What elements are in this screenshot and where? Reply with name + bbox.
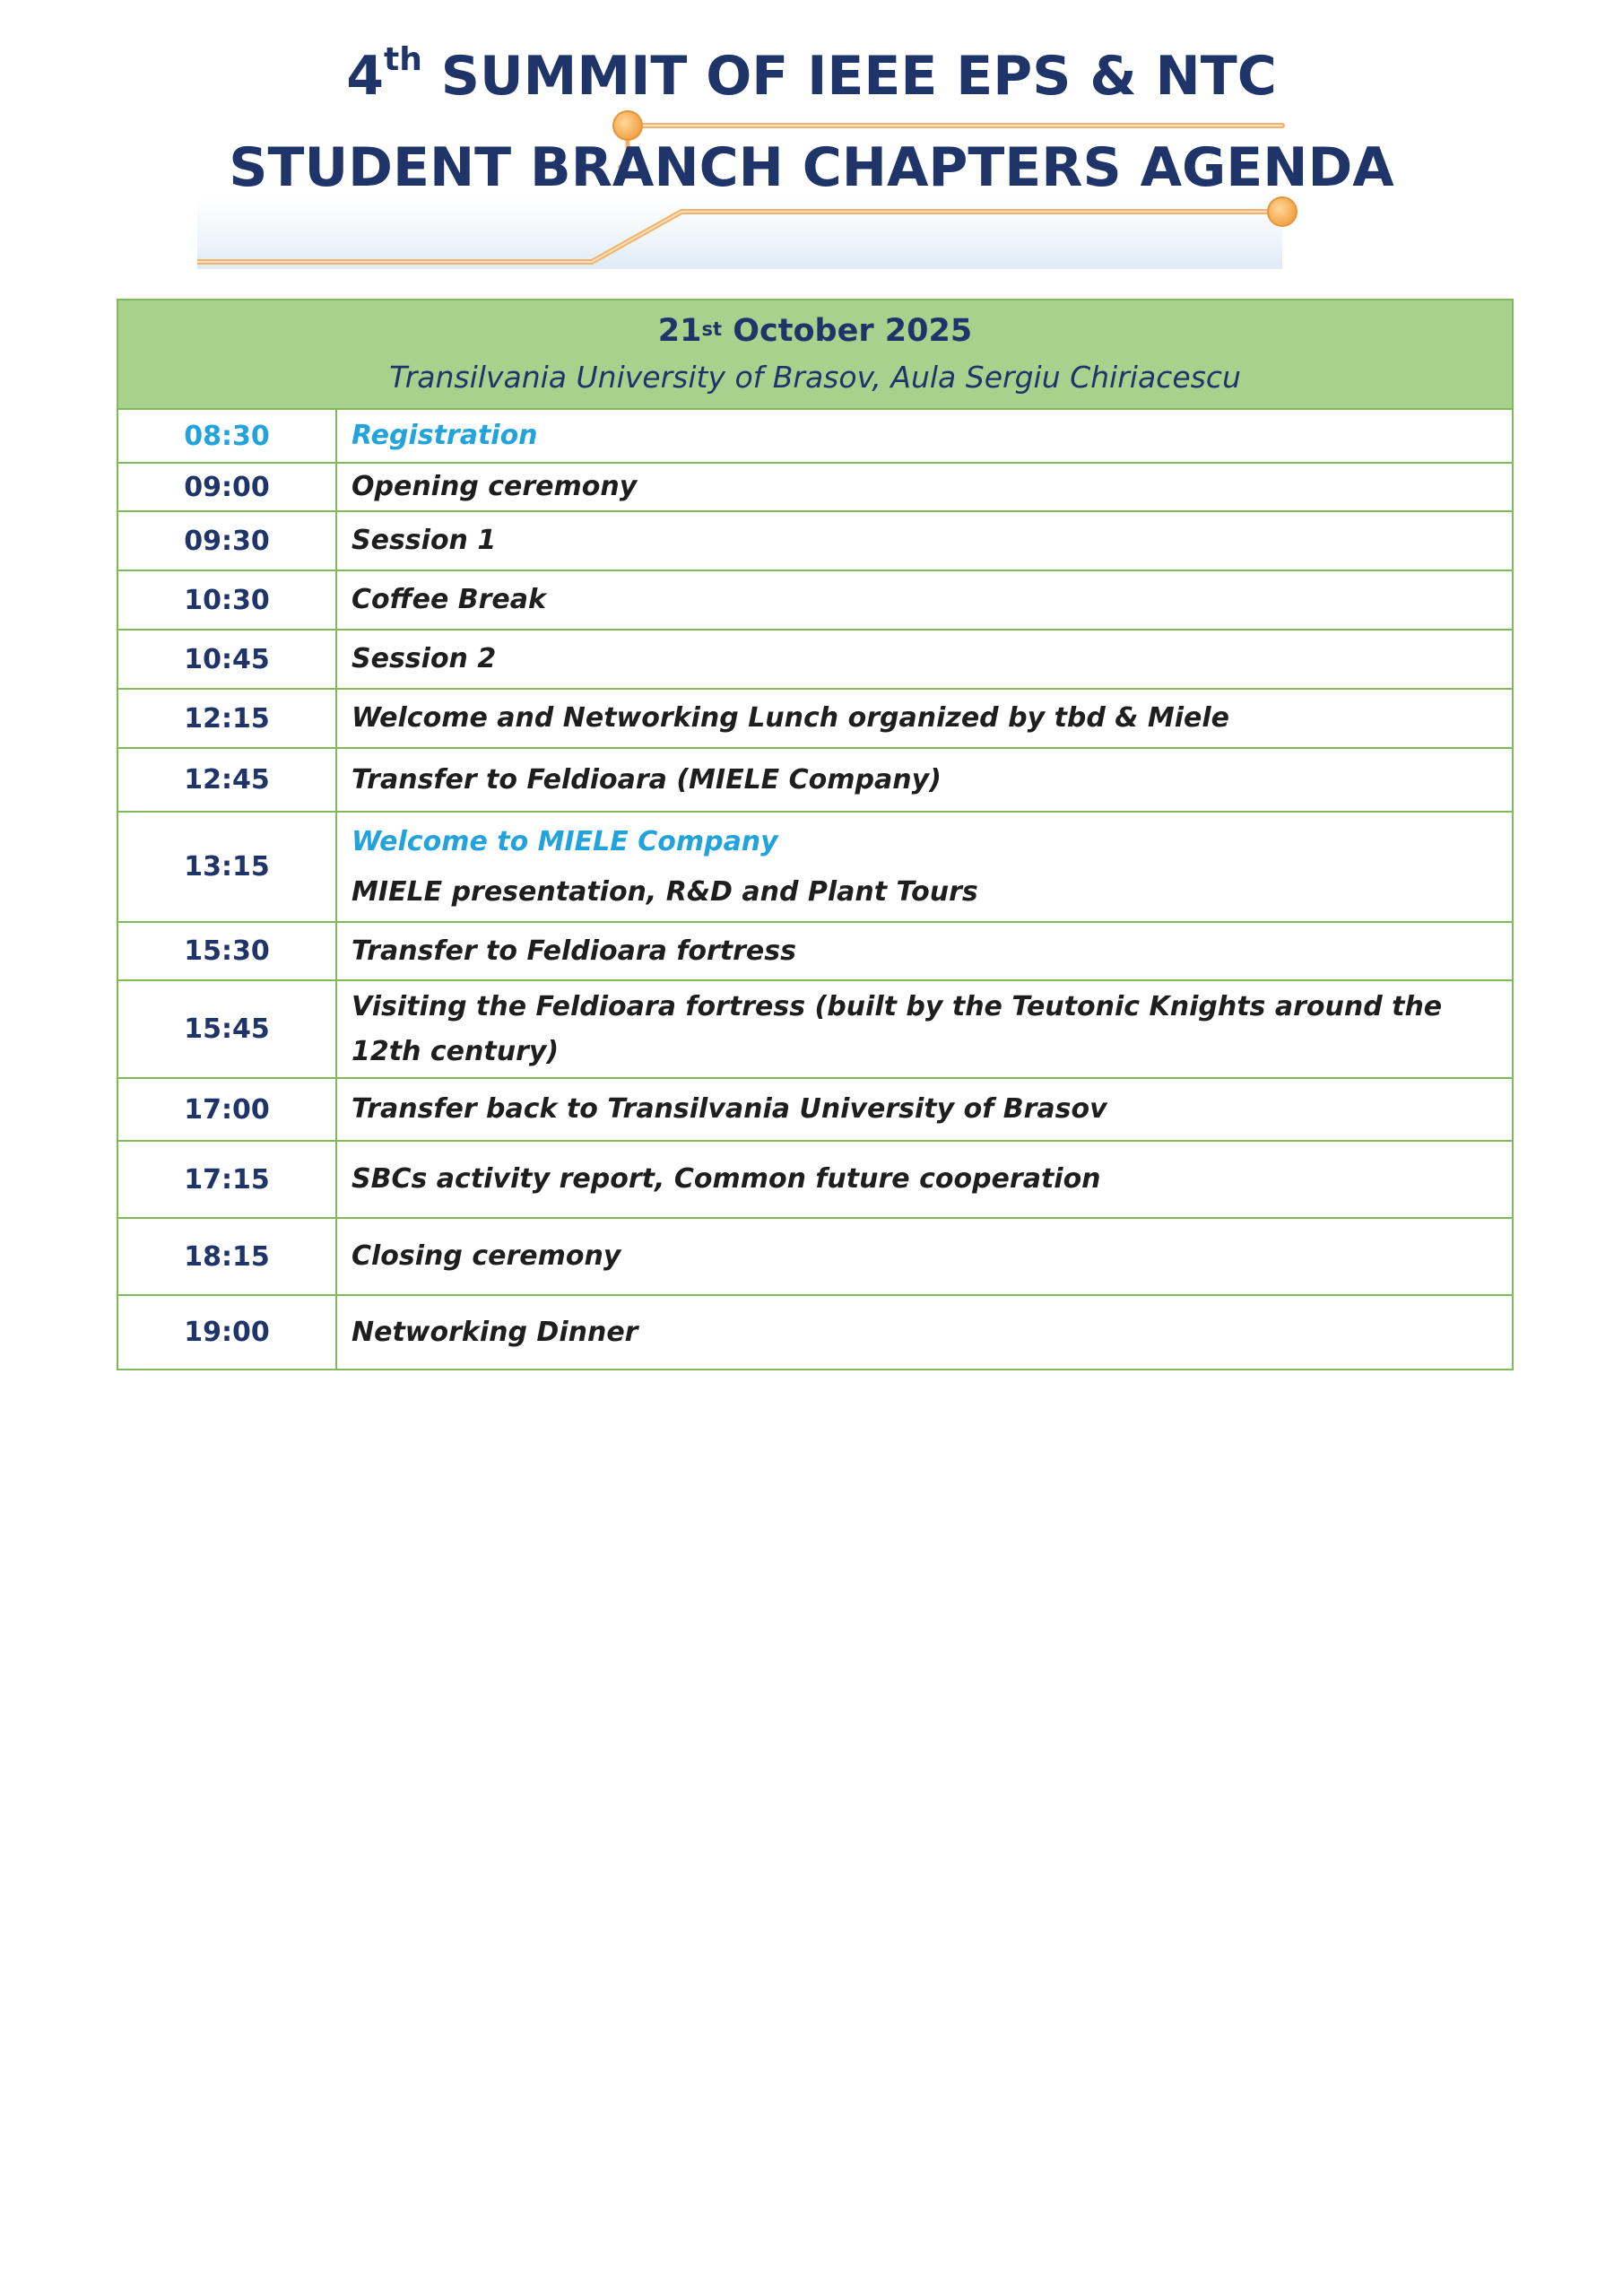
table-row <box>117 630 1513 689</box>
agenda-description: Coffee Break <box>336 570 1513 630</box>
table-row <box>117 1141 1513 1218</box>
agenda-time: 12:45 <box>117 748 336 812</box>
agenda-time: 10:30 <box>117 570 336 630</box>
agenda-description-highlight: Welcome to MIELE Company <box>352 825 778 857</box>
agenda-description: Closing ceremony <box>336 1218 1513 1295</box>
page-title-line-1 <box>0 41 1623 108</box>
agenda-date <box>118 308 1512 354</box>
table-row <box>117 409 1513 463</box>
agenda-description-detail: MIELE presentation, R&D and Plant Tours <box>352 875 978 908</box>
agenda-time: 08:30 <box>117 409 336 463</box>
table-row <box>117 463 1513 511</box>
agenda-time: 13:15 <box>117 812 336 922</box>
table-row <box>117 812 1513 922</box>
agenda-description: Opening ceremony <box>336 463 1513 511</box>
title-ordinal-number: 4 <box>346 45 384 108</box>
agenda-description: Transfer back to Transilvania University of Brasov <box>336 1078 1513 1141</box>
table-row <box>117 1218 1513 1295</box>
table-row <box>117 570 1513 630</box>
agenda-table <box>117 299 1514 1370</box>
agenda-time: 15:45 <box>117 980 336 1078</box>
agenda-time: 09:30 <box>117 511 336 570</box>
table-row <box>117 511 1513 570</box>
agenda-time: 18:15 <box>117 1218 336 1295</box>
agenda-description: Session 2 <box>336 630 1513 689</box>
title-main-text: SUMMIT OF IEEE EPS & NTC <box>421 45 1277 108</box>
agenda-time: 12:15 <box>117 689 336 748</box>
table-row <box>117 922 1513 980</box>
table-row <box>117 689 1513 748</box>
agenda-date-day: 21 <box>657 313 702 349</box>
agenda-time: 09:00 <box>117 463 336 511</box>
agenda-description: Session 1 <box>336 511 1513 570</box>
agenda-venue: Transilvania University of Brasov, Aula Sergiu Chiriacescu <box>389 360 1241 395</box>
agenda-date-rest: October 2025 <box>722 313 973 349</box>
agenda-description: Visiting the Feldioara fortress (built by the Teutonic Knights around the 12th century) <box>336 980 1513 1078</box>
agenda-description: Networking Dinner <box>336 1295 1513 1370</box>
table-row <box>117 1078 1513 1141</box>
agenda-time: 19:00 <box>117 1295 336 1370</box>
agenda-time: 15:30 <box>117 922 336 980</box>
table-row <box>117 1295 1513 1370</box>
agenda-description: Registration <box>336 409 1513 463</box>
agenda-description: Transfer to Feldioara (MIELE Company) <box>336 748 1513 812</box>
agenda-time: 17:15 <box>117 1141 336 1218</box>
agenda-description: Transfer to Feldioara fortress <box>336 922 1513 980</box>
agenda-header-row <box>117 300 1513 409</box>
agenda-header-cell <box>117 300 1513 409</box>
agenda-description <box>336 812 1513 922</box>
table-row <box>117 980 1513 1078</box>
agenda-date-suffix: st <box>701 318 723 340</box>
agenda-description: Welcome and Networking Lunch organized by tbd & Miele <box>336 689 1513 748</box>
title-ordinal-suffix: th <box>384 41 422 78</box>
agenda-description: SBCs activity report, Common future cooperation <box>336 1141 1513 1218</box>
agenda-time: 17:00 <box>117 1078 336 1141</box>
agenda-time: 10:45 <box>117 630 336 689</box>
table-row <box>117 748 1513 812</box>
page-title-line-2: STUDENT BRANCH CHAPTERS AGENDA <box>229 136 1394 199</box>
